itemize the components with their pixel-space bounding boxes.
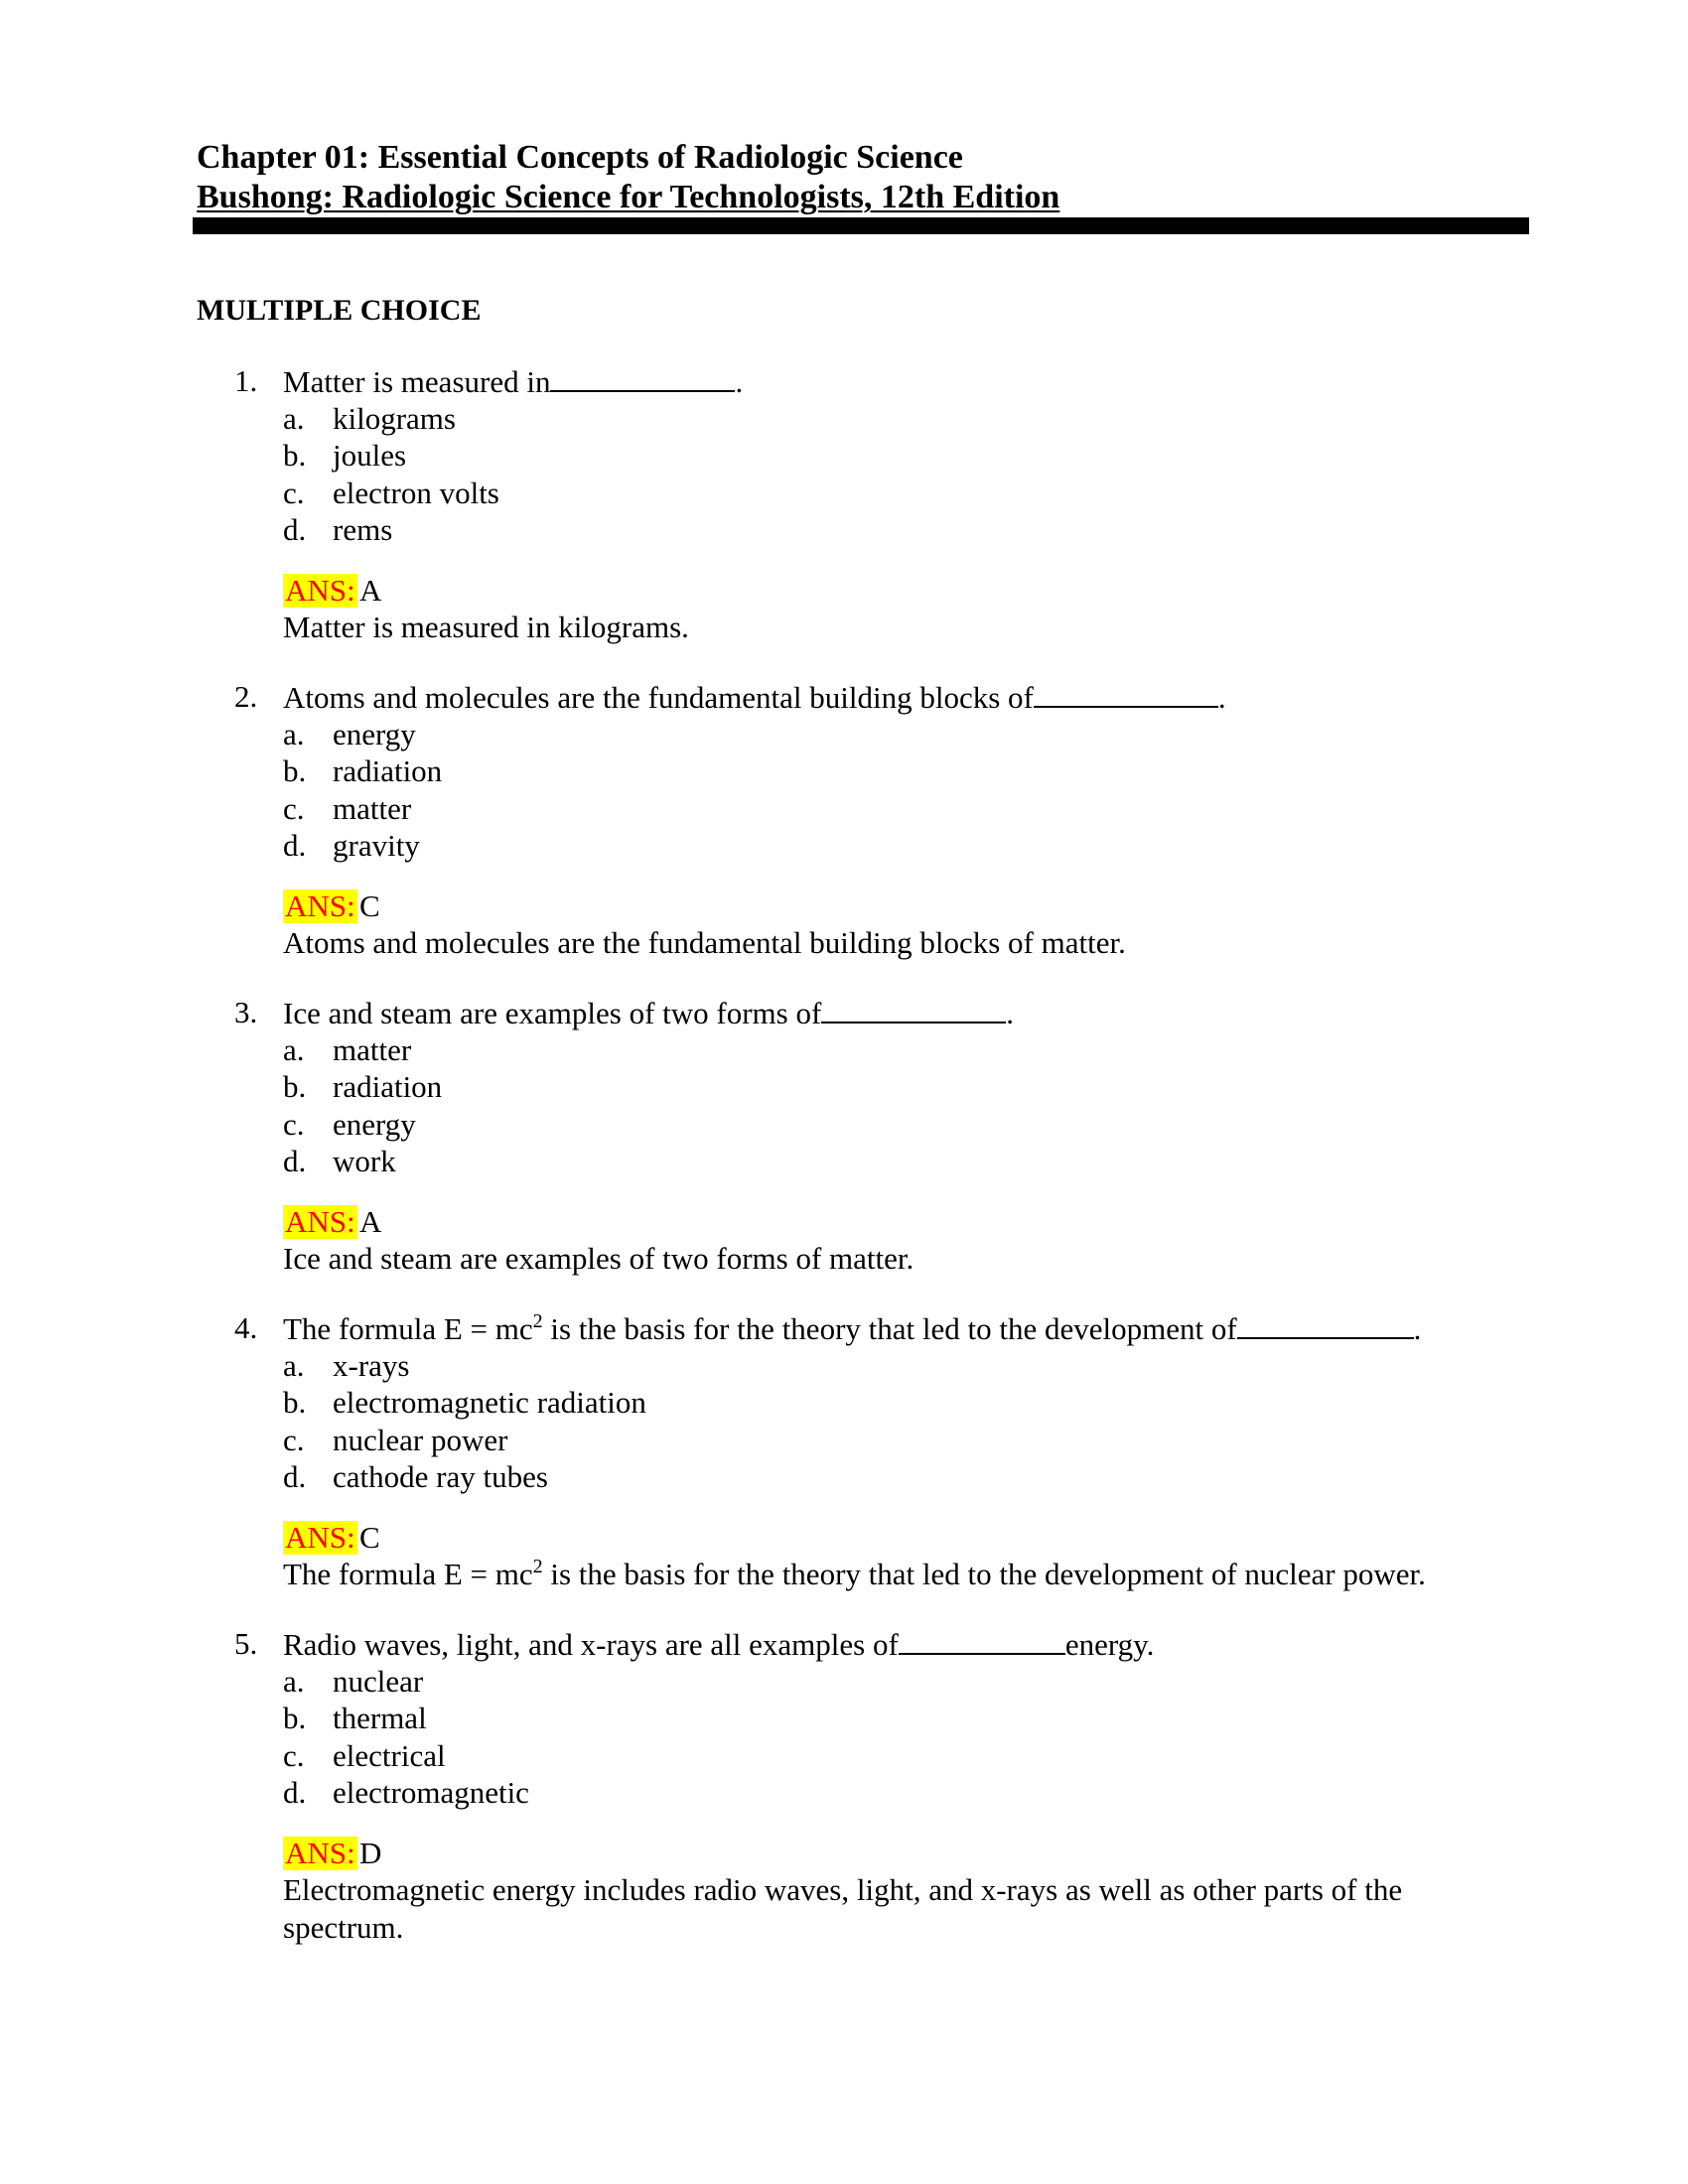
option-text: energy <box>333 1106 416 1142</box>
option-d <box>0 1143 1688 1180</box>
option-a <box>0 1663 1688 1701</box>
option-text: work <box>333 1144 396 1178</box>
option-list <box>0 400 1688 549</box>
option-text: cathode ray tubes <box>333 1459 548 1494</box>
answer-blank <box>899 1625 1065 1655</box>
answer-label: ANS: <box>285 1835 355 1870</box>
option-text: kilograms <box>333 400 456 436</box>
question-text <box>283 362 743 401</box>
answer-blank <box>550 362 735 392</box>
rationale-text: Ice and steam are examples of two forms of matter. <box>283 1241 914 1276</box>
option-text: x-rays <box>333 1347 410 1383</box>
rationale-text-continued: is the basis for the theory that led to the development of nuclear power. <box>542 1557 1426 1591</box>
answer-label: ANS: <box>285 1519 355 1555</box>
question-number: 4. <box>234 1310 258 1345</box>
answer-line <box>0 1203 1688 1241</box>
rationale-text: Matter is measured in kilograms. <box>283 610 689 644</box>
option-b <box>0 437 1688 475</box>
option-a <box>0 1347 1688 1385</box>
option-d <box>0 1458 1688 1496</box>
answer-block <box>0 1519 1688 1594</box>
option-text: matter <box>333 790 412 826</box>
stem-text-continued: is the basis for the theory that led to the development of <box>542 1311 1237 1346</box>
stem-text: Radio waves, light, and x-rays are all examples of <box>283 1627 899 1662</box>
option-a <box>0 1031 1688 1069</box>
option-letter: b. <box>283 1701 307 1735</box>
option-d <box>0 1774 1688 1812</box>
question-3 <box>0 994 1688 1278</box>
option-letter: a. <box>283 1663 305 1699</box>
answer-line <box>0 572 1688 610</box>
option-text: joules <box>333 438 407 473</box>
question-text <box>283 1309 1421 1348</box>
answer-block <box>0 1203 1688 1279</box>
answer-block <box>0 887 1688 963</box>
option-letter: d. <box>283 1459 307 1494</box>
option-letter: d. <box>283 512 307 547</box>
option-text: matter <box>333 1031 412 1067</box>
book-subtitle: Bushong: Radiologic Science for Technologists, 12th Edition <box>197 179 1060 215</box>
question-1 <box>0 362 1688 646</box>
option-letter: b. <box>283 753 307 788</box>
rationale-text: Atoms and molecules are the fundamental building blocks of matter. <box>283 925 1126 960</box>
question-4 <box>0 1309 1688 1593</box>
stem-end: . <box>1413 1311 1422 1346</box>
option-text: electrical <box>333 1737 446 1773</box>
question-2 <box>0 678 1688 962</box>
answer-value: C <box>359 887 380 923</box>
option-text: thermal <box>333 1701 427 1735</box>
answer-value: D <box>359 1835 382 1870</box>
option-a <box>0 400 1688 438</box>
answer-blank <box>1237 1309 1414 1339</box>
option-list <box>0 1031 1688 1180</box>
option-letter: c. <box>283 1422 305 1457</box>
answer-blank <box>821 994 1006 1024</box>
option-text: radiation <box>333 753 443 788</box>
option-a <box>0 716 1688 753</box>
question-number: 1. <box>234 363 258 398</box>
option-letter: d. <box>283 1144 307 1178</box>
option-text: rems <box>333 512 393 547</box>
option-text: radiation <box>333 1069 443 1104</box>
option-letter: d. <box>283 828 307 863</box>
option-c <box>0 475 1688 512</box>
question-text <box>283 994 1014 1032</box>
answer-rationale <box>283 1556 1524 1593</box>
answer-rationale <box>283 609 1524 646</box>
rationale-text: The formula E = mc <box>283 1557 533 1591</box>
option-letter: a. <box>283 1031 305 1067</box>
option-letter: d. <box>283 1775 307 1810</box>
question-stem <box>0 1625 1688 1663</box>
option-text: electromagnetic radiation <box>333 1385 646 1420</box>
option-b <box>0 1384 1688 1422</box>
option-letter: c. <box>283 1737 305 1773</box>
answer-line <box>0 1519 1688 1557</box>
option-c <box>0 1737 1688 1775</box>
option-letter: a. <box>283 400 305 436</box>
question-number: 5. <box>234 1626 258 1661</box>
answer-line <box>0 1835 1688 1872</box>
question-5 <box>0 1625 1688 1947</box>
answer-label: ANS: <box>285 572 355 608</box>
question-text <box>283 678 1226 717</box>
option-letter: b. <box>283 1385 307 1420</box>
option-b <box>0 1700 1688 1737</box>
option-list <box>0 716 1688 865</box>
superscript-exponent: 2 <box>532 1310 543 1332</box>
option-text: nuclear power <box>333 1422 508 1457</box>
question-stem <box>0 1309 1688 1347</box>
question-stem <box>0 994 1688 1031</box>
answer-value: C <box>359 1519 380 1555</box>
option-letter: a. <box>283 716 305 751</box>
option-c <box>0 1422 1688 1459</box>
question-list <box>0 362 1688 1947</box>
option-letter: c. <box>283 790 305 826</box>
question-number: 3. <box>234 995 258 1029</box>
question-stem <box>0 678 1688 716</box>
answer-label: ANS: <box>285 1203 355 1239</box>
stem-end: . <box>1006 996 1015 1030</box>
rationale-text: Electromagnetic energy includes radio waves, light, and x-rays as well as other parts of the spectrum. <box>283 1872 1403 1945</box>
question-number: 2. <box>234 679 258 714</box>
option-letter: b. <box>283 1069 307 1104</box>
option-text: gravity <box>333 828 420 863</box>
option-c <box>0 1106 1688 1144</box>
option-d <box>0 827 1688 865</box>
option-text: energy <box>333 716 416 751</box>
option-c <box>0 790 1688 828</box>
stem-end: energy. <box>1064 1627 1155 1662</box>
option-d <box>0 511 1688 549</box>
stem-end: . <box>735 364 744 399</box>
answer-value: A <box>359 1203 382 1239</box>
stem-text: Ice and steam are examples of two forms of <box>283 996 822 1030</box>
answer-block <box>0 1835 1688 1948</box>
stem-text: Atoms and molecules are the fundamental building blocks of <box>283 680 1034 715</box>
answer-label: ANS: <box>285 887 355 923</box>
option-letter: c. <box>283 475 305 510</box>
stem-text: Matter is measured in <box>283 364 551 399</box>
option-text: electron volts <box>333 475 499 510</box>
superscript-exponent: 2 <box>532 1556 543 1577</box>
option-letter: a. <box>283 1347 305 1383</box>
header-rule <box>193 217 1529 234</box>
section-heading: MULTIPLE CHOICE <box>197 294 482 327</box>
answer-line <box>0 887 1688 925</box>
stem-end: . <box>1217 680 1226 715</box>
stem-text: The formula E = mc <box>283 1311 533 1346</box>
answer-rationale <box>283 1240 1524 1278</box>
answer-blank <box>1034 678 1218 708</box>
option-b <box>0 1068 1688 1106</box>
option-b <box>0 752 1688 790</box>
option-text: nuclear <box>333 1663 424 1699</box>
option-letter: b. <box>283 438 307 473</box>
answer-value: A <box>359 572 382 608</box>
option-list <box>0 1347 1688 1496</box>
answer-block <box>0 572 1688 647</box>
option-text: electromagnetic <box>333 1775 529 1810</box>
option-letter: c. <box>283 1106 305 1142</box>
document-header <box>197 138 1527 217</box>
option-list <box>0 1663 1688 1812</box>
question-stem <box>0 362 1688 400</box>
question-text <box>283 1625 1154 1664</box>
chapter-title: Chapter 01: Essential Concepts of Radiologic Science <box>197 139 963 176</box>
answer-rationale <box>283 1871 1484 1947</box>
answer-rationale <box>283 924 1524 962</box>
